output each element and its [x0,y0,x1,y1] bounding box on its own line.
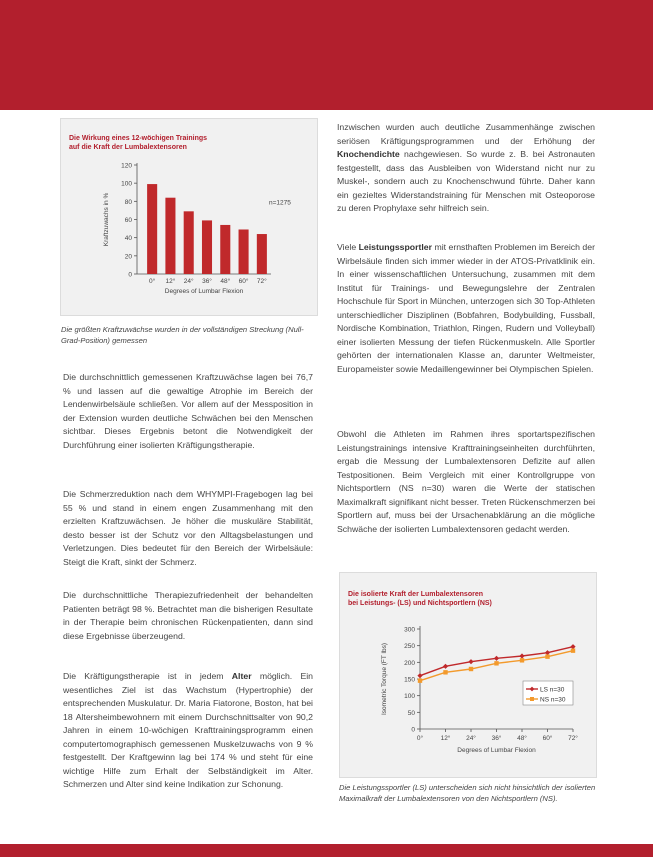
data-point [443,670,447,674]
paragraph [337,428,595,536]
data-point [418,678,422,682]
data-point [469,667,473,671]
x-tick-label: 72° [568,735,578,742]
figure-title-line1: Die isolierte Kraft der Lumbalextensoren [348,591,483,598]
data-point [494,661,498,665]
paragraph [63,488,313,569]
sample-size-annotation: n=1275 [269,199,291,207]
x-tick-label: 12° [165,278,176,285]
y-tick-label: 300 [404,626,415,634]
bar-0 [147,184,157,274]
x-tick-label: 60° [542,735,553,742]
paragraph [63,589,313,643]
top-red-band [0,0,653,110]
data-point [520,658,524,662]
paragraph [337,241,595,376]
x-tick-label: 12° [440,735,451,742]
y-axis-label: Kraftzuwachs in % [103,192,110,247]
x-tick-label: 36° [202,278,212,285]
bold-term: Leistungssportler [358,242,432,252]
figure-bar-chart [60,118,318,316]
y-tick-label: 50 [407,709,415,717]
bar-5 [239,229,249,274]
y-tick-label: 20 [124,253,132,261]
data-point [443,664,448,669]
y-tick-label: 60 [124,217,132,224]
y-tick-label: 150 [404,676,415,684]
line-chart [340,611,596,777]
paragraph [337,121,595,216]
y-tick-label: 100 [404,693,415,701]
x-tick-label: 0° [416,735,424,742]
y-tick-label: 0 [128,271,132,279]
bar-1 [165,198,175,274]
x-tick-label: 0° [149,278,156,285]
paragraph-text: Obwohl die Athleten im Rahmen ihres sportartspezifischen Leistungstrainings intensive Krafttrainingseinheiten durchführten, ergab die Messung der Lumbalextensoren Defizite auf allen Testpositionen. Beim Vergleich mit einer Kontrollgruppe von Nichtsportlern (NS n=30) waren die Werte der statischen Maximalkraft signifikant nicht besser. Treten Rückenschmerzen bei Sportlern auf, muss bei der Ursachenabklärung an die mögliche Schwäche der isolierten Lumbalextensoren gedacht werden. [337,429,595,534]
bar-4 [220,225,230,274]
x-tick-label: 24° [183,278,194,285]
x-tick-label: 48° [517,735,527,742]
data-point [519,653,524,658]
data-point [545,654,549,658]
x-axis-label: Degrees of Lumbar Flexion [164,288,244,295]
paragraph-text: nachgewiesen. So wurde z. B. bei Astronauten festgestellt, dass das Ausbleiben von Widerstand nicht nur zu Muskel-, sondern auch zu Knochenschwund führte. Daher kann ein gezieltes Widerstandstraining für Menschen mit Osteoporose zu deren Prophylaxe sehr hilfreich sein. [337,149,595,213]
paragraph-text: Die Schmerzreduktion nach dem WHYMPI-Fragebogen lag bei 55 % und stand in einem engen Zusammenhang mit den erzielten Kraftzuwächsen. Je höher die muskuläre Stabilität, desto besser ist der Schutz vor den Alltagsbelastungen und Verletzungen. Dies bedeutet für den Bereich der Wirbelsäule: Steigt die Kraft, sinkt der Schmerz. [63,489,313,567]
x-tick-label: 36° [491,735,502,742]
data-point [468,659,473,664]
bottom-red-band [0,844,653,857]
bar-2 [184,211,194,274]
figure-title-line1: Die Wirkung eines 12-wöchigen Trainings [69,135,208,142]
y-tick-label: 120 [121,162,132,170]
legend-label: NS n=30 [540,696,566,704]
y-tick-label: 200 [404,659,415,667]
y-axis-label: Isometric Torque (FT lbs) [381,642,388,716]
paragraph-text: möglich. Ein wesentliches Ziel ist das Wachstum (Hypertrophie) der entsprechenden Muskulatur. Dr. Maria Fiatorone, Boston, hat bei 18 Altersheimbewohnern mit einem Durchschnittsalter von 90,2 Jahren in einem 10-wöchigen Krafttrainingsprogramm einen computertomographisch gemessenen Muskelzuwachs von 9 % festgestellt. Der Kraftgewinn lag bei 174 % und steht für eine wichtige Hilfe zum Erhalt der Selbständigkeit im Alter. Schmerzen und Alter sind keine Indikation zur Schonung. [63,671,313,789]
x-axis-label: Degrees of Lumbar Flexion [457,747,536,754]
paragraph-text: Inzwischen wurden auch deutliche Zusammenhänge zwischen seriösen Kräftigungsprogrammen und der Erhöhung der [337,122,595,146]
x-tick-label: 24° [466,735,476,742]
bold-term: Knochendichte [337,149,400,159]
x-tick-label: 48° [220,278,231,285]
y-tick-label: 250 [404,643,415,651]
y-tick-label: 40 [124,235,132,243]
bar-6 [257,234,267,274]
figure-title-line2: auf die Kraft der Lumbalextensoren [69,144,187,151]
bar-chart [61,155,317,315]
legend-marker [530,697,534,701]
series-line-1 [420,651,573,681]
data-point [494,656,499,661]
paragraph [63,670,313,792]
y-tick-label: 80 [124,198,132,206]
figure-caption: Die Leistungssportler (LS) unterscheiden sich nicht hinsichtlich der isolierten Maximalkraft der Lumbalextensoren von den Nichtsportlern (NS). [339,783,596,803]
figure-title-line2: bei Leistungs- (LS) und Nichtsportlern (NS) [348,600,492,607]
data-point [571,648,575,652]
y-tick-label: 0 [411,726,415,734]
legend-label: LS n=30 [540,686,565,694]
paragraph-text: Viele [337,242,359,252]
x-tick-label: 60° [238,278,249,285]
x-tick-label: 72° [256,278,267,285]
bold-term: Alter [231,671,252,681]
y-tick-label: 100 [121,180,132,188]
figure-line-chart [339,572,597,778]
paragraph-text: Die durchschnittlich gemessenen Kraftzuwächse lagen bei 76,7 % und lassen auf die gewaltige Atrophie im Bereich der Lendenwirbelsäule schließen. Vor allem auf der Messposition in der Extension wurden deutliche Schwächen bei den Menschen sichtbar. Dieses Ergebnis betont die Notwendigkeit der Durchführung einer isolierten Kräftigungstherapie. [63,372,313,450]
paragraph-text: mit ernsthaften Problemen im Bereich der Wirbelsäule finden sich immer wieder in der ATOS-Privatklinik ein. In einer wissenschaftlichen Untersuchung, zusammen mit dem Institut für Trainings- und Bewegungslehre der Zentralen Hochschule für Sport in München, unterzogen sich 30 Top-Athleten unterschiedlicher Disziplinen (Bobfahren, Bodybuilding, Fussball, Nordische Kombination, Triathlon, Ringen, Rudern und Volleyball) einer isolierten Messung der tiefen Rückenmuskeln. Alle Sportler gehörten der internationalen Klasse an, darunter Weltmeister, Europameister sowie Medaillengewinner bei Olympischen Spielen. [337,242,595,374]
paragraph-text: Die durchschnittliche Therapiezufriedenheit der behandelten Patienten beträgt 98 %. Betrachtet man die bisherigen Resultate in der Therapie beim chronischen Rückenpatienten, dann sind diese Ergebnisse überzeugend. [63,590,313,641]
data-point [417,673,422,678]
bar-3 [202,220,212,274]
figure-caption: Die größten Kraftzuwächse wurden in der vollständigen Streckung (Null-Grad-Position) gemessen [61,325,304,345]
paragraph-text: Die Kräftigungstherapie ist in jedem [63,671,232,681]
paragraph [63,371,313,452]
